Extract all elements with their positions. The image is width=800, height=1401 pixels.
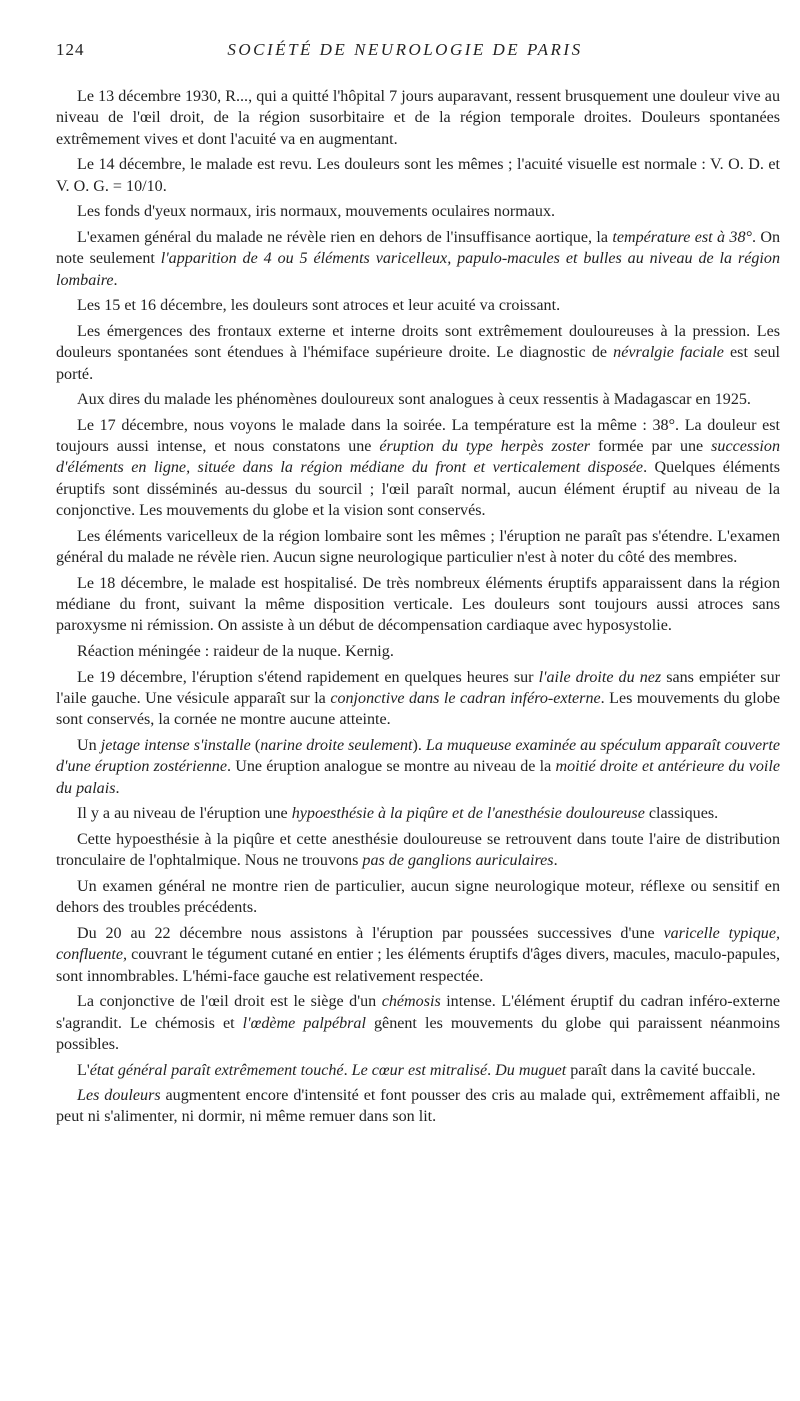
text-run: . (113, 271, 118, 289)
text-run: Le 19 décembre, l'éruption s'étend rapidement en quelques heures sur (77, 668, 539, 686)
paragraph (56, 641, 780, 662)
italic-text: jetage intense s'installe (100, 737, 251, 754)
text-run: Il y a au niveau de l'éruption une (77, 805, 292, 823)
italic-text: hypoesthésie à la piqûre et de l'anesthésie douloureuse (291, 805, 645, 823)
text-run: . On note seulement (56, 228, 781, 268)
text-run: Réaction méningée : raideur de la nuque. Kernig. (77, 643, 394, 661)
body-text (56, 86, 780, 1132)
italic-text: névralgie faciale (613, 344, 724, 362)
text-run: gênent les mouvements du globe qui paraissent néanmoins possibles. (56, 1014, 780, 1053)
text-run: est seul porté. (56, 344, 780, 383)
italic-text: chémosis (381, 993, 441, 1011)
text-run: formée par une (590, 438, 712, 456)
text-run: Cette hypoesthésie à la piqûre et cette anesthésie douloureuse se retrouvent dans toute l'aire de distribution tronculaire de l'ophtalmique. Nous ne trouvons (56, 830, 780, 870)
text-run: L' (77, 1061, 90, 1079)
text-run: sans empiéter sur l'aile gauche. Une vésicule apparaît sur la (56, 668, 780, 708)
text-run: Les 15 et 16 décembre, les douleurs sont atroces et leur acuité va croissant. (77, 297, 561, 315)
text-run: paraît dans la cavité buccale. (566, 1061, 756, 1079)
text-run: Un (77, 737, 101, 754)
text-run: . Quelques éléments éruptifs sont disséminés au-dessus du sourcil ; l'œil paraît normal, aucun élément éruptif au niveau de la conjonctive. Les mouvements du globe et la vision sont conservés. (56, 459, 780, 520)
page-header (56, 40, 754, 66)
italic-text: éruption du type herpès zoster (379, 438, 590, 456)
italic-text: succession d'éléments en ligne, située dans la région médiane du front et verticalement disposée (56, 438, 780, 477)
paragraph (56, 1085, 780, 1128)
italic-text: Les douleurs (77, 1087, 161, 1105)
text-run: intense. L'élément éruptif du cadran inféro-externe s'agrandit. Le chémosis et (56, 993, 781, 1032)
paragraph (56, 991, 780, 1055)
italic-text: température est à 38° (612, 228, 752, 246)
paragraph (56, 389, 780, 410)
text-run: Du 20 au 22 décembre nous assistons à l'éruption par poussées successives d'une (77, 924, 664, 942)
text-run: augmentent encore d'intensité et font pousser des cris au malade qui, extrêmement affaibli, ne peut ni s'alimenter, ni dormir, ni même remuer dans son lit. (56, 1087, 780, 1126)
italic-text: moitié droite et antérieure du voile du palais (56, 758, 780, 797)
paragraph (56, 829, 780, 872)
italic-text: Le cœur est mitralisé (351, 1061, 488, 1079)
text-run: L'examen général du malade ne révèle rien en dehors de l'insuffisance aortique, la (77, 228, 613, 246)
text-run: . Les mouvements du globe sont conservés, la cornée ne montre aucune atteinte. (56, 690, 780, 729)
paragraph (56, 321, 780, 385)
paragraph (56, 201, 780, 222)
text-run: . (115, 779, 120, 797)
text-run: . Une éruption analogue se montre au niveau de la (226, 758, 556, 776)
page-number: 124 (56, 40, 85, 59)
italic-text: La muqueuse examinée au spéculum apparaît couverte d'une éruption zostérienne (56, 737, 780, 776)
text-run: classiques. (644, 805, 719, 823)
text-run: ). (412, 737, 426, 754)
italic-text: Du muguet (495, 1061, 567, 1079)
italic-text: l'apparition de 4 ou 5 éléments varicelleux, papulo-macules et bulles au niveau de la région lombaire (56, 250, 780, 289)
text-run: Le 17 décembre, nous voyons le malade dans la soirée. La température est la même : 38°. La douleur est toujours aussi intense, et nous constatons une (56, 416, 780, 456)
paragraph (56, 1060, 780, 1081)
text-run: Le 13 décembre 1930, R..., qui a quitté l'hôpital 7 jours auparavant, ressent brusquement une douleur vive au niveau de l'œil droit, de la région susorbitaire et de la région temporale droites. Douleurs spontanées extrêmement vives et dont l'acuité va en augmentant. (56, 88, 780, 148)
paragraph (56, 227, 780, 291)
running-head: SOCIÉTÉ DE NEUROLOGIE DE PARIS (227, 40, 583, 59)
text-run: Les éléments varicelleux de la région lombaire sont les mêmes ; l'éruption ne paraît pas s'étendre. L'examen général du malade ne révèle rien. Aucun signe neurologique particulier n'est à noter du côté des membres. (56, 527, 780, 567)
text-run: . (553, 852, 558, 870)
italic-text: état général paraît extrêmement touché (89, 1061, 344, 1079)
text-run: La conjonctive de l'œil droit est le siège d'un (77, 993, 382, 1011)
text-run: . (343, 1061, 352, 1079)
text-run: Aux dires du malade les phénomènes douloureux sont analogues à ceux ressentis à Madagascar en 1925. (77, 391, 751, 409)
text-run: Le 18 décembre, le malade est hospitalisé. De très nombreux éléments éruptifs apparaissent dans la région médiane du front, suivant la même disposition verticale. Les douleurs sont toujours aussi atroces sans paroxysme ni rémission. On assiste à un début de décompensation cardiaque avec hyposystolie. (56, 574, 780, 635)
italic-text: varicelle typique, confluente, (56, 924, 780, 964)
paragraph (56, 415, 780, 521)
paragraph (56, 526, 780, 569)
paragraph (56, 667, 780, 731)
text-run: Un examen général ne montre rien de particulier, aucun signe neurologique moteur, réflexe ou sensitif en dehors des troubles précédents. (56, 877, 780, 917)
text-run: couvrant le tégument cutané en entier ; les éléments éruptifs d'âges divers, macules, maculo-papules, sont innombrables. L'hémi-face gauche est relativement respectée. (56, 946, 780, 985)
paragraph (56, 295, 780, 316)
text-run: Les émergences des frontaux externe et interne droits sont extrêmement douloureuses à la pression. Les douleurs spontanées sont étendues à l'hémiface supérieure droite. Le diagnostic de (56, 322, 780, 362)
paragraph (56, 86, 780, 150)
text-run: Les fonds d'yeux normaux, iris normaux, mouvements oculaires normaux. (77, 203, 556, 221)
paragraph (56, 923, 780, 987)
text-run: . (487, 1061, 496, 1079)
paragraph (56, 876, 780, 919)
paragraph (56, 735, 780, 799)
italic-text: pas de ganglions auriculaires (362, 852, 554, 870)
paragraph (56, 803, 780, 824)
italic-text: narine droite seulement (260, 737, 413, 754)
italic-text: l'aile droite du nez (538, 668, 662, 686)
text-run: Le 14 décembre, le malade est revu. Les douleurs sont les mêmes ; l'acuité visuelle est normale : V. O. D. et V. O. G. = 10/10. (56, 156, 780, 195)
paragraph (56, 573, 780, 637)
italic-text: l'œdème palpébral (242, 1014, 366, 1032)
text-run: ( (250, 737, 261, 754)
italic-text: conjonctive dans le cadran inféro-externe (330, 690, 601, 708)
paragraph (56, 154, 780, 197)
